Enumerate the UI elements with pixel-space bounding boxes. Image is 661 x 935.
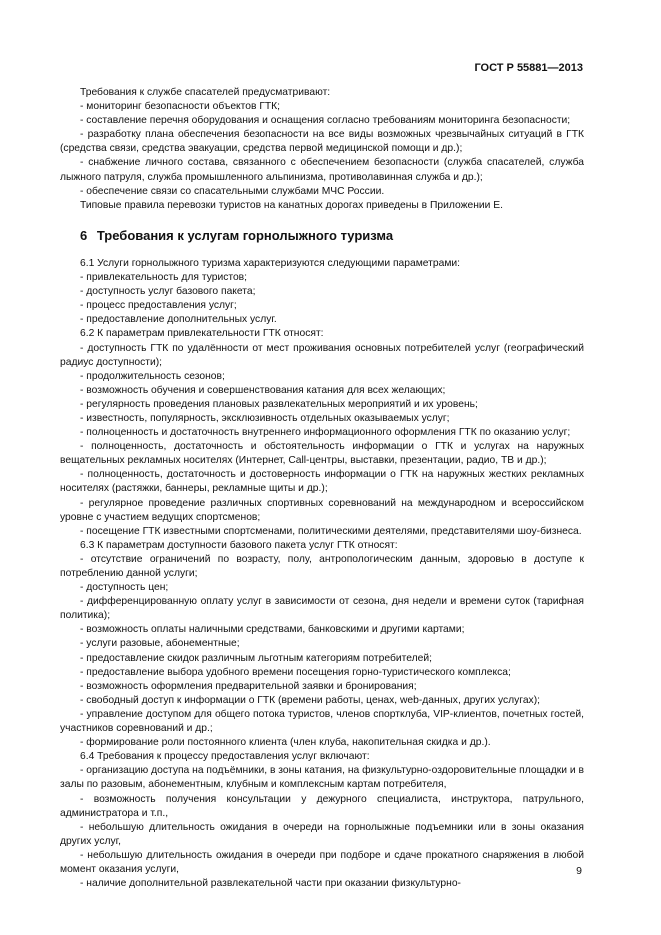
paragraph: - возможность оплаты наличными средствами, банковскими и другими картами; (80, 624, 465, 636)
paragraph: - наличие дополнительной развлекательной части при оказании физкультурно- (80, 878, 461, 890)
section-title: Требования к услугам горнолыжного туризма (96, 227, 394, 243)
paragraph: - посещение ГТК известными спортсменами, политическими деятелями, представителями шоу-бизнеса. (80, 525, 582, 537)
page-number: 9 (576, 865, 582, 877)
section-number: 6 (80, 227, 88, 243)
section-body (60, 257, 584, 891)
paragraph: - дифференцированную оплату услуг в зависимости от сезона, дня недели и времени суток (тарифная политика); (60, 596, 584, 622)
paragraph: - обеспечение связи со спасательными службами МЧС России. (80, 185, 385, 197)
paragraph: - регулярное проведение различных спортивных соревнований на международном и всероссийском уровне с участием ведущих спортсменов; (60, 497, 584, 523)
paragraph: - предоставление дополнительных услуг. (80, 314, 277, 326)
paragraph: - услуги разовые, абонементные; (80, 638, 240, 650)
paragraph: - доступность услуг базового пакета; (80, 286, 256, 298)
paragraph: - небольшую длительность ожидания в очереди на горнолыжные подъемники или в зоны оказания других услуг, (60, 821, 584, 847)
paragraph: 6.2 К параметрам привлекательности ГТК относят: (80, 328, 324, 340)
paragraph: 6.1 Услуги горнолыжного туризма характеризуются следующими параметрами: (80, 257, 461, 269)
paragraph: - мониторинг безопасности объектов ГТК; (80, 101, 281, 113)
paragraph: - формирование роли постоянного клиента (член клуба, накопительная скидка и др.). (80, 737, 491, 749)
paragraph: - снабжение личного состава, связанного с обеспечением безопасности (служба спасателей, служба лыжного патруля, служба промышленного альпинизма, противолавинная служба и др.); (60, 157, 584, 183)
paragraph: - известность, популярность, эксклюзивность отдельных оказываемых услуг; (80, 412, 450, 424)
section-heading (60, 229, 584, 243)
paragraph: - регулярность проведения плановых развлекательных мероприятий и их уровень; (80, 398, 478, 410)
paragraph: - полноценность, достаточность и обстоятельность информации о ГТК и услугах на наружных вещательных рекламных носителях (Интернет, Call-центры, выставки, презентации, радио, ТВ и др.); (60, 441, 584, 467)
paragraph: - предоставление выбора удобного времени посещения горно-туристического комплекса; (80, 666, 511, 678)
paragraph: - возможность оформления предварительной заявки и бронирования; (80, 680, 417, 692)
paragraph: - полноценность и достаточность внутреннего информационного оформления ГТК по оказанию услуг; (80, 427, 571, 439)
document-header: ГОСТ Р 55881—2013 (474, 62, 583, 74)
paragraph: 6.4 Требования к процессу предоставления услуг включают: (80, 751, 370, 763)
paragraph: - составление перечня оборудования и оснащения согласно требованиям мониторинга безопасности; (80, 115, 571, 127)
paragraph: - возможность получения консультации у дежурного специалиста, инструктора, патрульного, администратора и т.п., (60, 793, 584, 819)
paragraph: - разработку плана обеспечения безопасности на все виды возможных чрезвычайных ситуаций в ГТК (средства связи, средства эвакуации, средства первой медицинской помощи и др.); (60, 129, 584, 155)
paragraph: - предоставление скидок различным льготным категориям потребителей; (80, 652, 432, 664)
paragraph: - доступность ГТК по удалённости от мест проживания основных потребителей услуг (географический радиус доступности); (60, 342, 584, 368)
paragraph: - продолжительность сезонов; (80, 370, 225, 382)
paragraph: - небольшую длительность ожидания в очереди при подборе и сдаче прокатного снаряжения в любой момент оказания услуги, (60, 849, 584, 875)
paragraph: - процесс предоставления услуг; (80, 300, 237, 312)
paragraph: - доступность цен; (80, 582, 169, 594)
paragraph: Требования к службе спасателей предусматривают: (80, 87, 331, 98)
document-body (60, 86, 584, 891)
paragraph: - организацию доступа на подъёмники, в зоны катания, на физкультурно-оздоровительные площадки и в залы по разовым, абонементным, клубным и комплексным картам потребителя, (60, 765, 584, 791)
paragraph: - свободный доступ к информации о ГТК (времени работы, ценах, web-данных, других услугах); (80, 694, 540, 706)
paragraph: 6.3 К параметрам доступности базового пакета услуг ГТК относят: (80, 539, 398, 551)
paragraph: Типовые правила перевозки туристов на канатных дорогах приведены в Приложении Е. (80, 199, 504, 211)
intro-block (60, 86, 584, 213)
paragraph: - возможность обучения и совершенствования катания для всех желающих; (80, 384, 446, 396)
paragraph: - управление доступом для общего потока туристов, членов спортклуба, VIP-клиентов, почетных гостей, участников соревнований и др.; (60, 708, 584, 735)
paragraph: - полноценность, достаточность и достоверность информации о ГТК на наружных жестких рекламных носителях (растяжки, баннеры, рекламные щиты и др.); (60, 469, 584, 495)
paragraph: - привлекательность для туристов; (80, 272, 248, 284)
paragraph: - отсутствие ограничений по возрасту, полу, антропологическим данным, здоровью в доступе к потреблению данной услуги; (60, 553, 584, 579)
